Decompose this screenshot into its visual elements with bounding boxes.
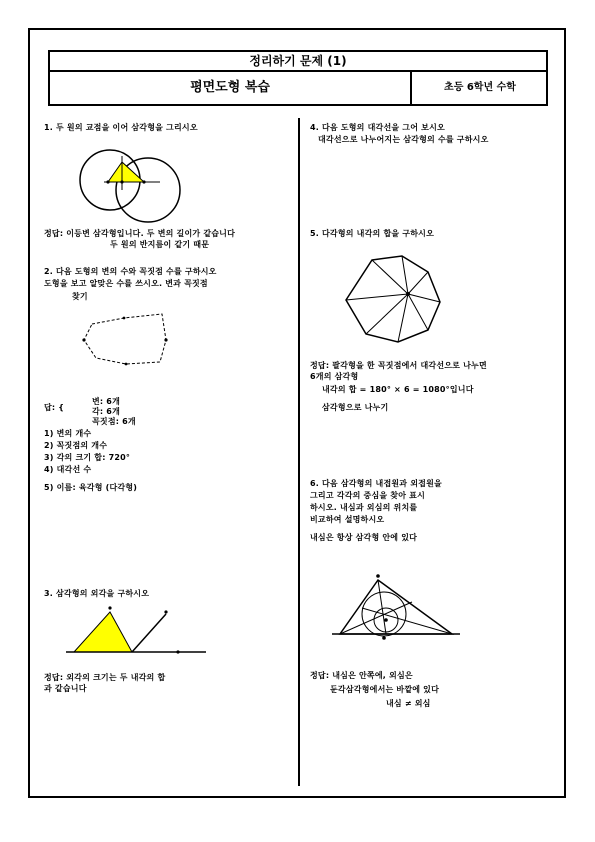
problem-2-text-c: 찾기: [72, 292, 88, 301]
note-line: 2) 꼭짓점의 개수: [44, 441, 108, 450]
octagon-diagonals-figure: [342, 250, 452, 350]
problem-6-answer-b: 둔각삼각형에서는 바깥에 있다: [330, 685, 440, 694]
worksheet-frame: [28, 28, 566, 798]
hexagon-shape-figure: [76, 310, 176, 370]
problem-4-text-a: 4. 다음 도형의 대각선을 그어 보시오: [310, 123, 445, 132]
problem-6-text-e: 내심은 항상 삼각형 안에 있다: [310, 533, 418, 542]
problem-6-text-d: 비교하여 설명하시오: [310, 515, 385, 524]
answer-list-item: 변: 6개: [92, 397, 121, 406]
header-top-title: 정리하기 문제 (1): [48, 50, 548, 72]
column-divider: [298, 118, 300, 786]
note-line: 3) 각의 크기 합: 720°: [44, 453, 131, 462]
problem-3-answer-b: 과 같습니다: [44, 684, 87, 693]
problem-3-answer-a: 정답: 외각의 크기는 두 내각의 합: [44, 673, 166, 682]
problem-6-answer-c: 내심 ≠ 외심: [386, 699, 431, 708]
answer-list-item: 각: 6개: [92, 407, 121, 416]
problem-6-answer-a: 정답: 내심은 안쪽에, 외심은: [310, 671, 413, 680]
triangle-exterior-angle-figure: [66, 604, 216, 664]
problem-5-answer-d: 삼각형으로 나누기: [322, 403, 389, 412]
answer-list-label: 답: {: [44, 403, 65, 412]
problem-2-text-b: 도형을 보고 알맞은 수를 쓰시오. 변과 꼭짓점: [44, 279, 208, 288]
problem-5-heading: 5. 다각형의 내각의 합을 구하시오: [310, 229, 435, 238]
problem-6-text-c: 하시오. 내심과 외심의 위치를: [310, 503, 418, 512]
header-meta: 초등 6학년 수학: [444, 82, 516, 93]
triangle-incircle-circumcircle-figure: [332, 572, 462, 652]
problem-6-text-a: 6. 다음 삼각형의 내접원과 외접원을: [310, 479, 442, 488]
problem-5-answer-b: 6개의 삼각형: [310, 372, 359, 381]
problem-1-answer-b: 두 원의 반지름이 같기 때문: [110, 240, 210, 249]
note-line: 4) 대각선 수: [44, 465, 92, 474]
problem-1-answer-a: 정답: 이등변 삼각형입니다. 두 변의 길이가 같습니다: [44, 229, 236, 238]
problem-6-text-b: 그리고 각각의 중심을 찾아 표시: [310, 491, 426, 500]
note-line: 5) 이름: 육각형 (다각형): [44, 483, 138, 492]
note-line: 1) 변의 개수: [44, 429, 92, 438]
problem-1-heading: 1. 두 원의 교점을 이어 삼각형을 그리시오: [44, 123, 198, 132]
page-title: 평면도형 복습: [50, 72, 412, 104]
problem-3-heading: 3. 삼각형의 외각을 구하시오: [44, 589, 150, 598]
problem-2-text-a: 2. 다음 도형의 변의 수와 꼭짓점 수를 구하시오: [44, 267, 217, 276]
header-bottom-row: [48, 72, 548, 106]
problem-5-answer-c: 내각의 합 = 180° × 6 = 1080°입니다: [322, 385, 474, 394]
problem-4-text-b: 대각선으로 나누어지는 삼각형의 수를 구하시오: [318, 135, 489, 144]
answer-list-item: 꼭짓점: 6개: [92, 417, 136, 426]
two-circles-figure: [60, 148, 180, 218]
problem-5-answer-a: 정답: 팔각형을 한 꼭짓점에서 대각선으로 나누면: [310, 361, 487, 370]
